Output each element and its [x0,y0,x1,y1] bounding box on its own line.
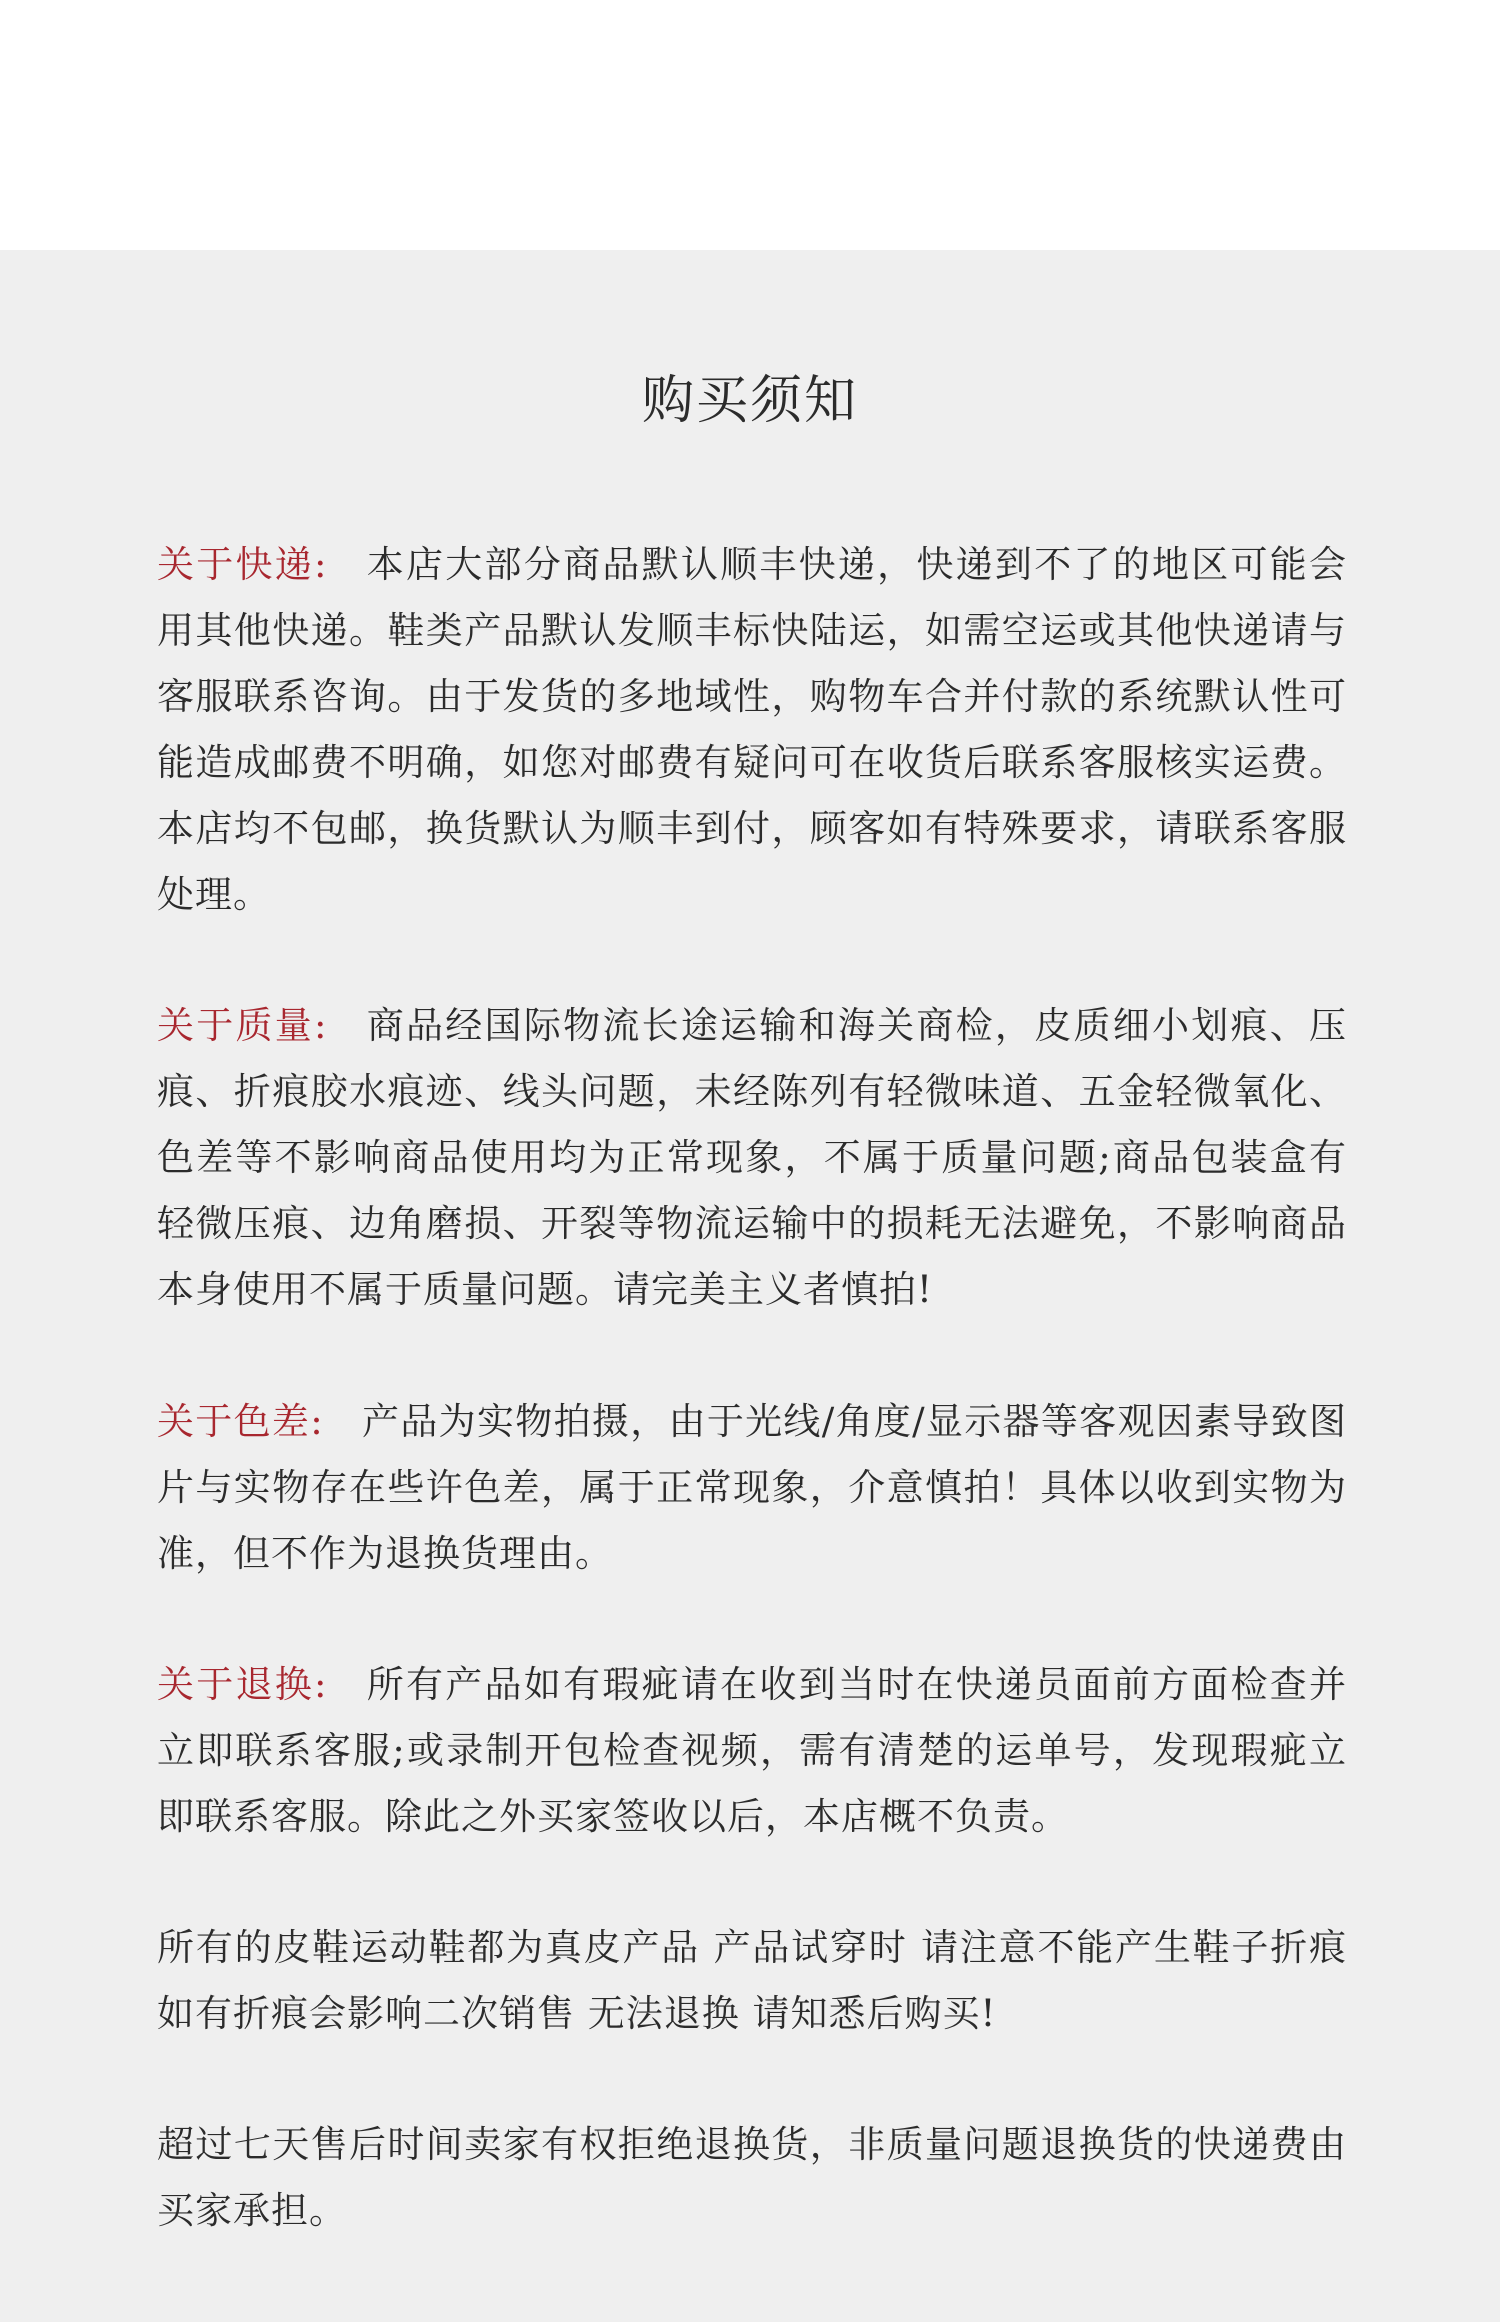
express-text: 本店大部分商品默认顺丰快递，快递到不了的地区可能会用其他快递。鞋类产品默认发顺丰标快陆运，如需空运或其他快递请与客服联系咨询。由于发货的多地域性，购物车合并付款的系统默认性可能造成邮费不明确，如您对邮费有疑问可在收货后联系客服核实运费。本店均不包邮，换货默认为顺丰到付，顾客如有特殊要求，请联系客服处理。 [157,543,1348,916]
return-exchange-section [157,1652,1347,1850]
return-exchange-text: 所有产品如有瑕疵请在收到当时在快递员面前方面检查并立即联系客服;或录制开包检查视频，需有清楚的运单号，发现瑕疵立即联系客服。除此之外买家签收以后，本店概不负责。 [157,1663,1348,1838]
page-title: 购买须知 [641,371,858,431]
color-difference-section [157,1389,1347,1587]
purchase-notice-panel [0,250,1500,2322]
express-section [157,532,1347,928]
quality-text: 商品经国际物流长途运输和海关商检，皮质细小划痕、压痕、折痕胶水痕迹、线头问题，未经陈列有轻微味道、五金轻微氧化、色差等不影响商品使用均为正常现象，不属于质量问题;商品包装盒有轻微压痕、边角磨损、开裂等物流运输中的损耗无法避免，不影响商品本身使用不属于质量问题。请完美主义者慎拍! [157,1004,1348,1311]
return-exchange-label: 关于退换: [157,1663,328,1706]
leather-shoes-note: 所有的皮鞋运动鞋都为真皮产品 产品试穿时 请注意不能产生鞋子折痕 如有折痕会影响二次销售 无法退换 请知悉后购买! [157,1926,1347,2035]
top-blank-band [0,0,1500,250]
after-sale-note: 超过七天售后时间卖家有权拒绝退换货，非质量问题退换货的快递费由买家承担。 [157,2123,1347,2232]
quality-section [157,993,1347,1323]
color-difference-label: 关于色差: [157,1400,324,1443]
express-label: 关于快递: [157,543,328,586]
color-difference-text: 产品为实物拍摄，由于光线/角度/显示器等客观因素导致图片与实物存在些许色差，属于正常现象，介意慎拍！具体以收到实物为准，但不作为退换货理由。 [157,1400,1348,1575]
quality-label: 关于质量: [157,1004,328,1047]
